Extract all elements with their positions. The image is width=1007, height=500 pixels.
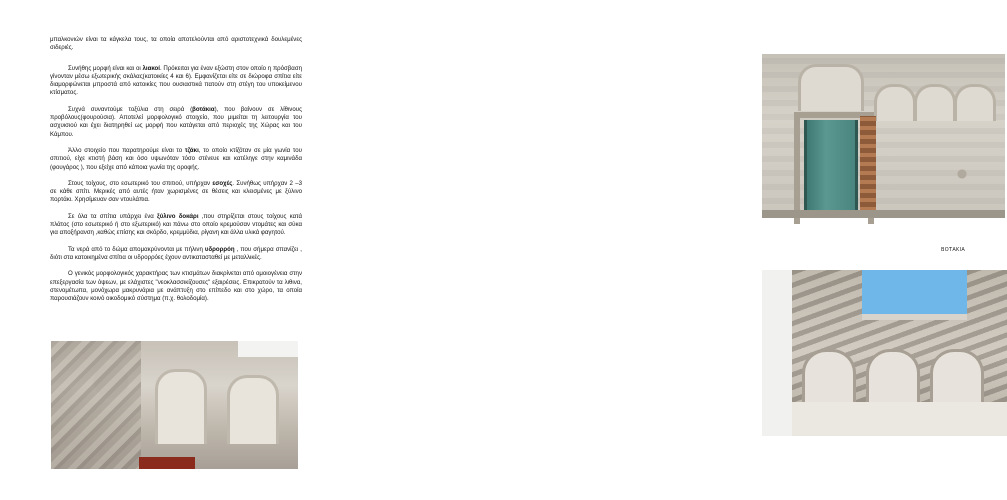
- photo-caption: ΒΟΤΑΚΙΑ: [941, 247, 966, 253]
- paragraph-ydrorroi: Τα νερά από το δώμα απομακρύνονται με πήλινη υδρορρόη , που σήμερα σπανίζει , διότι στα κατοικημένα σπίτια οι υδρορρόες έχουν αντικατασταθεί με μεταλλικές.: [50, 245, 302, 261]
- paragraph-esoches: Στους τοίχους, στο εσωτερικό του σπιτιού, υπήρχαν εσοχές. Συνήθως υπήρχαν 2 –3 σε κάθε σπίτι. Μερικές από αυτές ήταν χωρισμένες σε θέσεις και κλεισμένες με ξύλινο πορτάκι. Χρησίμευαν σαν ντουλάπια.: [50, 179, 302, 204]
- ruin-arches-photo: [762, 270, 1007, 436]
- teal-door: [804, 120, 858, 218]
- stone-wall-photo: [51, 341, 298, 469]
- paragraph: μπαλκονιών είναι τα κάγκελα τους, τα οποία αποτελούνται από αριστοτεχνικά δουλεμένες σιδεριές.: [50, 36, 302, 52]
- doorway-photo: [762, 54, 1005, 218]
- paragraph-votakia: Συχνά συναντούμε τοξύλια στη σειρά (βοτάκια), που βαίνουν σε λίθινους προβόλους(φουρούσια). Αποτελεί μορφολογικό στοιχείο, που μιμείται τη λειτουργία του ασχυισιού και έχει διατηρηθεί ως μορφή που κατάγεται από περιοχές της Χώρας και του Κάμπου.: [50, 105, 303, 138]
- paragraph-liakoi: Συνήθης μορφή είναι και οι λιακοί. Πρόκειται για έναν εξώστη στον οποίο η πρόσβαση γίνονταν μέσω εξωτερικής σκάλας(κατοικίες 4 και 6). Εμφανίζεται είτε σε διώροφα σπίτια είτε διαμορφώνεται μπροστά από κατοικίες που ουσιαστικά πατούν στη στέγη του υποκείμενου κτίσματος.: [50, 64, 302, 97]
- paragraph-dokari: Σε όλα τα σπίτια υπάρχει ένα ξύλινο δοκάρι ,που στηρίζεται στους τοίχους κατά πλάτος (στο εσωτερικό ή στο εξωτερικό) και πάνω στο οποίο κρεμούσαν ντομάτες και σύκα για αποξήρανση ,καθώς επίσης και σκόρδο, κρεμμύδια, ρίγανη και άλλα υλικά φαγητού.: [50, 212, 302, 237]
- body-text: [50, 36, 302, 311]
- left-page: [0, 0, 357, 500]
- paragraph-morfologikos: Ο γενικός μορφολογικός χαρακτήρας των κτισμάτων διακρίνεται από ομοιογένεια στην επεξεργασία των όψεων, με ελάχιστες "νεοκλασσικίζουσες" εξαιρέσεις. Επικρατούν τα λιθινα, στενομέτωπα, μονόχωρα μακρυνάρια με ανάπτυξη στο επίπεδο και στο χώρο, τα οποία παρουσιάζουν κοινό οικοδομικό σύστημα (π.χ. θολοδομία).: [50, 270, 302, 303]
- paragraph-tzaki: Άλλο στοιχείο που παρατηρούμε είναι το τζάκι, το οποίο κτίζόταν σε μία γωνία του σπιτιού, είχε κτιστή βάση και όσο υψωνόταν τόσο στένευε και κατέληγε στην καμινάδα (φουγάρος ), που εξείχε από κάποια γωνία της οροφής.: [50, 146, 302, 171]
- right-page: [357, 0, 966, 500]
